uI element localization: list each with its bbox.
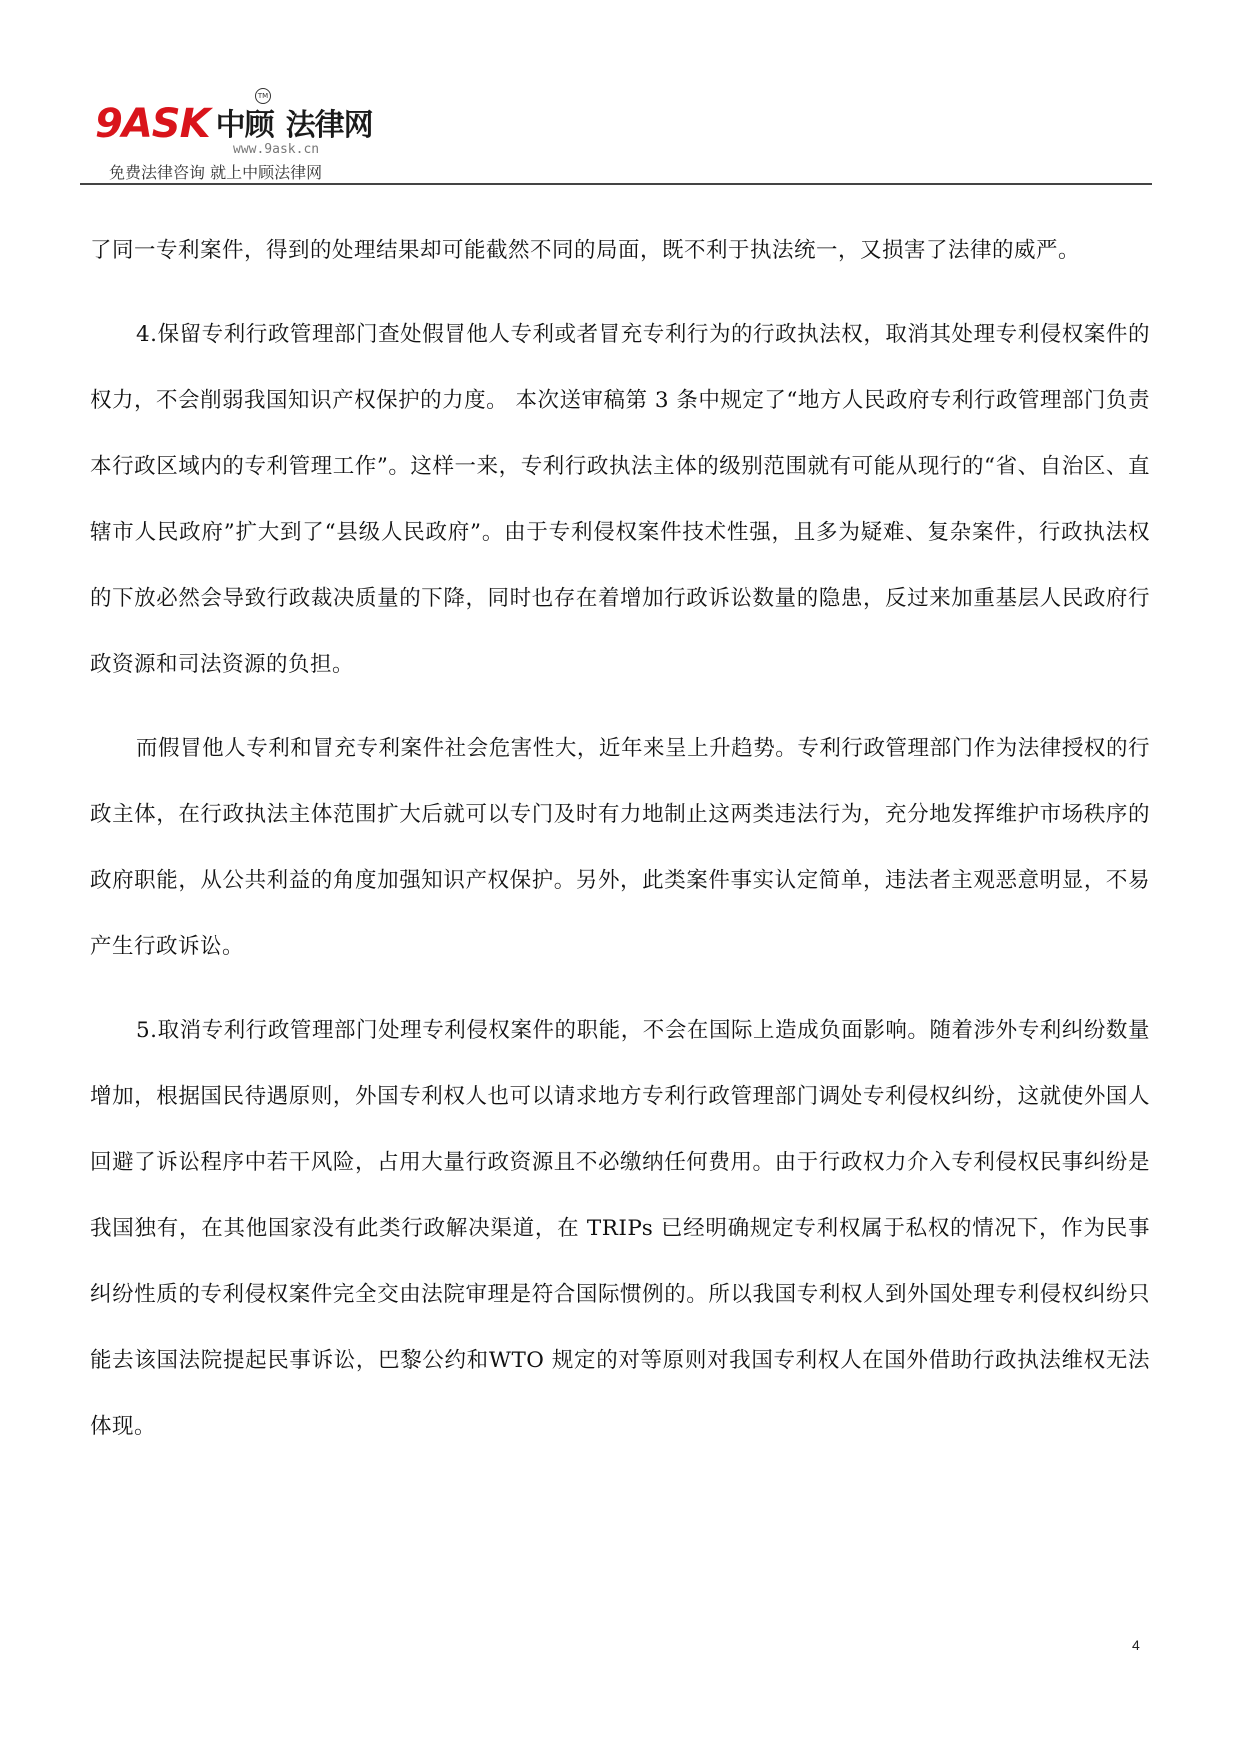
page-number: 4 <box>1132 1637 1140 1653</box>
paragraph-continuation: 了同一专利案件，得到的处理结果却可能截然不同的局面，既不利于执法统一，又损害了法律的威严。 <box>90 238 1081 263</box>
logo-brand-cn: 中顾 <box>215 108 274 143</box>
trademark-icon: TM <box>255 88 271 104</box>
paragraph-point-4: 4.保留专利行政管理部门查处假冒他人专利或者冒充专利行为的行政执法权，取消其处理专利侵权案件的权力，不会削弱我国知识产权保护的力度。 本次送审稿第 3 条中规定了“地方人民政府专利行政管理部门负责本行政区域内的专利管理工作”。这样一来，专利行政执法主体的级别范围就有可能从现行的“省、自治区、直辖市人民政府”扩大到了“县级人民政府”。由于专利侵权案件技术性强，且多为疑难、复杂案件，行政执法权的下放必然会导致行政裁决质量的下降，同时也存在着增加行政诉讼数量的隐患，反过来加重基层人民政府行政资源和司法资源的负担。 <box>90 322 1150 677</box>
logo-brand: 9ASK <box>95 101 210 147</box>
logo-url: www.9ask.cn <box>233 142 320 157</box>
site-header <box>95 88 395 183</box>
header-slogan: 免费法律咨询 就上中顾法律网 <box>109 163 323 182</box>
document-body <box>90 218 1150 1460</box>
paragraph-point-5: 5.取消专利行政管理部门处理专利侵权案件的职能，不会在国际上造成负面影响。随着涉外专利纠纷数量增加，根据国民待遇原则，外国专利权人也可以请求地方专利行政管理部门调处专利侵权纠纷，这就使外国人回避了诉讼程序中若干风险，占用大量行政资源且不必缴纳任何费用。由于行政权力介入专利侵权民事纠纷是我国独有，在其他国家没有此类行政解决渠道，在 TRIPs 已经明确规定专利权属于私权的情况下，作为民事纠纷性质的专利侵权案件完全交由法院审理是符合国际惯例的。所以我国专利权人到外国处理专利侵权纠纷只能去该国法院提起民事诉讼，巴黎公约和WTO 规定的对等原则对我国专利权人在国外借助行政执法维权无法体现。 <box>90 1018 1150 1439</box>
header-divider <box>80 183 1152 185</box>
logo-brand-cn2: 法律网 <box>285 108 373 143</box>
logo <box>95 98 373 146</box>
paragraph-counterfeit: 而假冒他人专利和冒充专利案件社会危害性大，近年来呈上升趋势。专利行政管理部门作为法律授权的行政主体，在行政执法主体范围扩大后就可以专门及时有力地制止这两类违法行为，充分地发挥维护市场秩序的政府职能，从公共利益的角度加强知识产权保护。另外，此类案件事实认定简单，违法者主观恶意明显，不易产生行政诉讼。 <box>90 736 1150 959</box>
